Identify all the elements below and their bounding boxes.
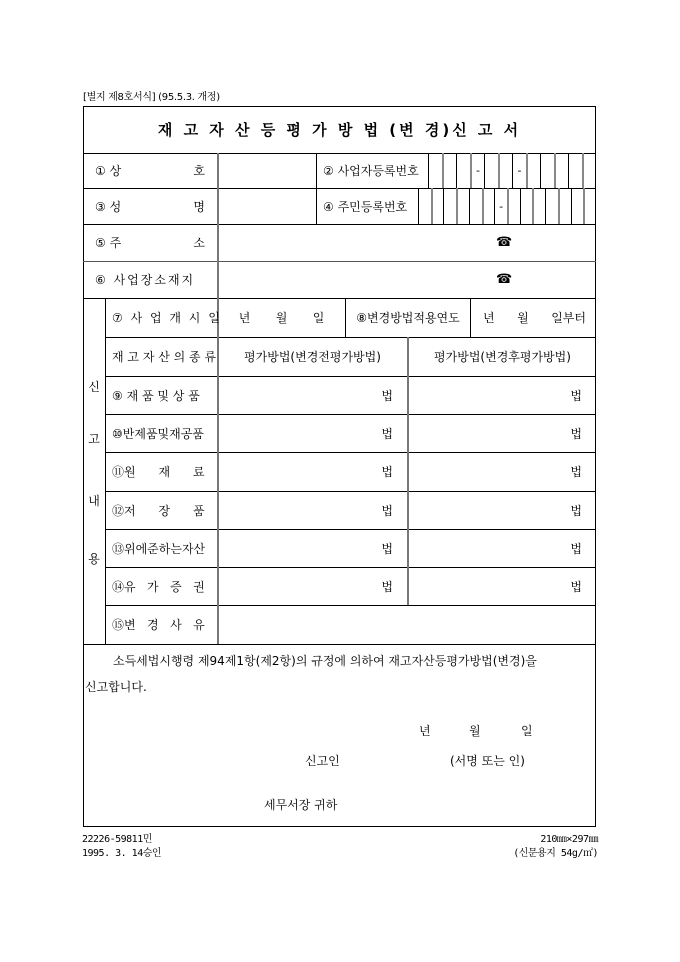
approval-date: 1995. 3. 14승인 [82,848,162,859]
divider [83,644,596,645]
digit-cell[interactable] [568,153,582,188]
name-label [83,188,217,224]
digit-cell[interactable] [469,188,482,224]
method-after-field[interactable]: 법 [570,465,582,479]
apply-year-field[interactable] [471,298,596,337]
trade-name-label [83,153,217,188]
start-date-field[interactable] [218,298,345,337]
item-number: ① [95,164,106,178]
method-before-field[interactable]: 법 [381,579,393,594]
item-number: ⑤ [95,236,106,250]
form-number: [별지 제8호서식] (95.5.3. 개정) [83,92,220,103]
digit-cell[interactable] [526,153,540,188]
trade-name-field[interactable] [218,153,316,188]
resident-reg-label: ④ 주민등록번호 [323,199,408,214]
digit-cell[interactable] [571,188,584,224]
inventory-type-label: ⑨ 재 품 및 상 품 [112,388,200,403]
method-before-header: 평가방법(변경전평가방법) [244,350,381,364]
digit-cell[interactable] [558,188,571,224]
addressee-label: 세무서장 귀하 [264,798,338,812]
method-after-field[interactable]: 법 [570,579,582,594]
paper-type: (신문용지 54g/㎡) [513,848,598,859]
method-after-field[interactable]: 법 [570,541,582,556]
reason-label: ⑮변 경 사 유 [112,618,205,632]
inventory-type-label: ⑬위에준하는자산 [112,541,206,556]
digit-cell[interactable] [498,153,512,188]
month-label: 월 [517,311,529,325]
method-after-field[interactable]: 법 [570,503,582,518]
method-before-field[interactable]: 법 [381,503,393,518]
address-label [83,224,217,261]
side-label-char: 내 [88,494,100,508]
inventory-type-header: 재 고 자 산 의 종 류 [112,350,217,364]
separator-cell: - [494,188,507,224]
digit-cell[interactable] [442,153,456,188]
digit-cell[interactable] [532,188,545,224]
business-reg-label: ② 사업자등록번호 [323,164,419,178]
label-text: 명 [193,199,205,214]
year-label: 년 [483,311,495,325]
business-location-label: ⑥ 사업장소재지 [95,273,196,287]
date-month-label: 월 [469,724,481,738]
month-label: 월 [275,311,288,325]
digit-cell[interactable] [545,188,558,224]
item-number: ③ [95,199,106,214]
side-label-char: 신 [88,380,100,394]
reporter-label: 신고인 [305,754,340,768]
inventory-type-label: ⑫저 장 품 [112,503,205,518]
digit-cell[interactable] [418,188,431,224]
digit-cell[interactable] [582,153,596,188]
day-label: 일부터 [551,311,586,325]
name-field[interactable] [218,188,316,224]
method-before-field[interactable]: 법 [381,541,393,556]
method-before-field[interactable]: 법 [381,465,393,479]
digit-cell[interactable] [443,188,456,224]
method-after-field[interactable]: 법 [570,388,582,403]
apply-year-label: ⑧변경방법적용연도 [356,311,460,325]
side-label-char: 용 [88,552,100,566]
digit-cell[interactable] [456,153,470,188]
side-label-char: 고 [88,432,100,446]
phone-icon: ☎ [496,272,513,287]
inventory-type-label: ⑩반제품및재공품 [112,426,204,441]
digit-cell[interactable] [482,188,495,224]
declaration-text-line2: 신고합니다. [85,680,147,694]
date-year-label: 년 [419,724,431,738]
signature-label[interactable]: (서명 또는 인) [450,754,525,768]
date-day-label: 일 [521,724,533,738]
label-text: 주 [109,236,122,250]
digit-cell[interactable] [507,188,520,224]
method-after-field[interactable]: 법 [570,426,582,441]
separator-cell: - [470,153,484,188]
year-label: 년 [238,311,251,325]
form-title: 재 고 자 산 등 평 가 방 법 (변 경)신 고 서 [157,121,522,139]
method-before-field[interactable]: 법 [381,426,393,441]
digit-cell[interactable] [540,153,554,188]
start-date-label: ⑦ 사 업 개 시 일 [112,311,222,325]
method-before-field[interactable]: 법 [381,388,393,403]
phone-icon: ☎ [496,235,513,250]
digit-cell[interactable] [428,153,442,188]
form-code: 22226-59811민 [82,834,152,845]
label-text: 호 [193,164,205,178]
digit-cell[interactable] [484,153,498,188]
digit-cell[interactable] [554,153,568,188]
label-text: 소 [193,236,205,250]
label-text: 상 [109,164,122,178]
separator-cell: - [512,153,526,188]
day-label: 일 [312,311,325,325]
business-location-field[interactable] [218,261,596,298]
digit-cell[interactable] [456,188,469,224]
label-text: 성 [109,199,122,214]
inventory-type-label: ⑭유 가 증 권 [112,579,205,594]
declaration-text-line1: 소득세법시행령 제94제1항(제2항)의 규정에 의하여 재고자산등평가방법(변경)을 [113,654,537,668]
paper-size: 210㎜×297㎜ [540,834,598,845]
digit-cell[interactable] [431,188,444,224]
digit-cell[interactable] [520,188,533,224]
reason-field[interactable] [218,605,596,644]
method-after-header: 평가방법(변경후평가방법) [434,350,571,364]
address-field[interactable] [218,224,596,261]
inventory-type-label: ⑪원 재 료 [112,465,205,479]
digit-cell[interactable] [583,188,596,224]
